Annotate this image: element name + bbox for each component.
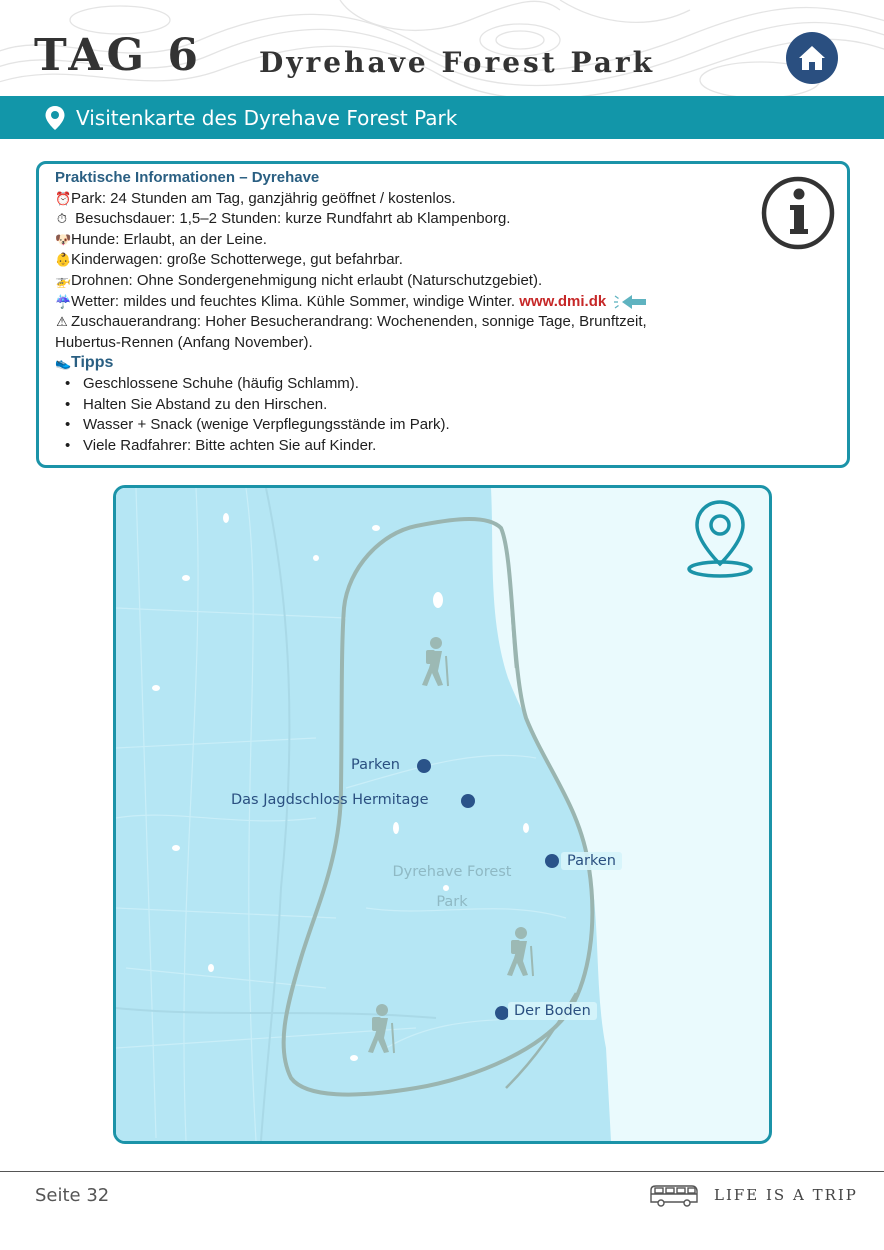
alarm-clock-icon: ⏰ bbox=[55, 190, 72, 206]
map-label-parken: Parken bbox=[351, 757, 400, 773]
info-line-weather: ☔Wetter: mildes und feuchtes Klima. Kühle Sommer, windige Winter. www.dmi.dk bbox=[55, 292, 831, 313]
park-map[interactable] bbox=[113, 485, 772, 1144]
list-item: • Viele Radfahrer: Bitte achten Sie auf Kinder. bbox=[65, 436, 831, 457]
info-heading: Praktische Informationen – Dyrehave bbox=[55, 169, 320, 186]
info-line-park: ⏰Park: 24 Stunden am Tag, ganzjährig geöffnet / kostenlos. bbox=[55, 189, 831, 210]
stopwatch-icon: ⏱ bbox=[56, 211, 68, 227]
map-label-boden: Der Boden bbox=[508, 1002, 597, 1020]
section-band bbox=[0, 96, 884, 139]
map-pin-icon bbox=[686, 498, 754, 580]
info-line-duration: ⏱ Besuchsdauer: 1,5–2 Stunden: kurze Rundfahrt ab Klampenborg. bbox=[55, 209, 831, 230]
home-button[interactable] bbox=[786, 32, 838, 84]
tips-heading: 👟Tipps bbox=[55, 353, 831, 374]
page-number: Seite 32 bbox=[35, 1185, 110, 1206]
van-icon bbox=[648, 1184, 700, 1208]
dmi-link[interactable]: www.dmi.dk bbox=[519, 292, 607, 310]
umbrella-icon: ☔ bbox=[55, 293, 72, 309]
info-icon bbox=[760, 175, 836, 251]
list-item: • Geschlossene Schuhe (häufig Schlamm). bbox=[65, 374, 831, 395]
info-line-dogs: 🐶Hunde: Erlaubt, an der Leine. bbox=[55, 230, 831, 251]
tips-list bbox=[55, 374, 831, 456]
map-marker-hermitage[interactable] bbox=[461, 794, 475, 808]
baby-icon: 👶 bbox=[55, 252, 72, 268]
info-line-strollers: 👶Kinderwagen: große Schotterwege, gut befahrbar. bbox=[55, 250, 831, 271]
map-label-hermitage: Das Jagdschloss Hermitage bbox=[231, 792, 429, 808]
info-line-crowds-cont: Hubertus-Rennen (Anfang November). bbox=[55, 333, 313, 351]
shoe-icon: 👟 bbox=[55, 355, 72, 371]
park-name-label: Dyrehave Forest Park bbox=[392, 864, 512, 910]
list-item: • Wasser + Snack (wenige Verpflegungsstände im Park). bbox=[65, 415, 831, 436]
page-header bbox=[0, 0, 884, 96]
map-marker-parken[interactable] bbox=[417, 759, 431, 773]
section-title: Visitenkarte des Dyrehave Forest Park bbox=[76, 105, 458, 130]
list-item: • Halten Sie Abstand zu den Hirschen. bbox=[65, 395, 831, 416]
park-title: Dyrehave Forest Park bbox=[259, 46, 656, 79]
map-marker-parken-east[interactable] bbox=[545, 854, 559, 868]
pointing-hand-icon bbox=[612, 292, 650, 312]
warning-icon: ⚠ bbox=[56, 314, 68, 330]
dog-icon: 🐶 bbox=[55, 231, 72, 247]
map-marker-boden[interactable] bbox=[495, 1006, 509, 1020]
location-pin-icon bbox=[44, 105, 66, 131]
map-background bbox=[116, 488, 769, 1141]
practical-info-box bbox=[36, 161, 850, 468]
day-title: TAG 6 bbox=[34, 30, 202, 81]
map-label-parken-east: Parken bbox=[561, 852, 622, 870]
footer-divider bbox=[0, 1171, 884, 1172]
brand-name: LIFE IS A TRIP bbox=[714, 1186, 858, 1204]
info-line-crowds: ⚠ Zuschauerandrang: Hoher Besucherandrang: Wochenenden, sonnige Tage, Brunftzeit, bbox=[55, 312, 831, 333]
home-icon bbox=[797, 44, 827, 72]
helicopter-icon: 🚁 bbox=[55, 272, 72, 288]
info-line-drones: 🚁Drohnen: Ohne Sondergenehmigung nicht erlaubt (Naturschutzgebiet). bbox=[55, 271, 831, 292]
